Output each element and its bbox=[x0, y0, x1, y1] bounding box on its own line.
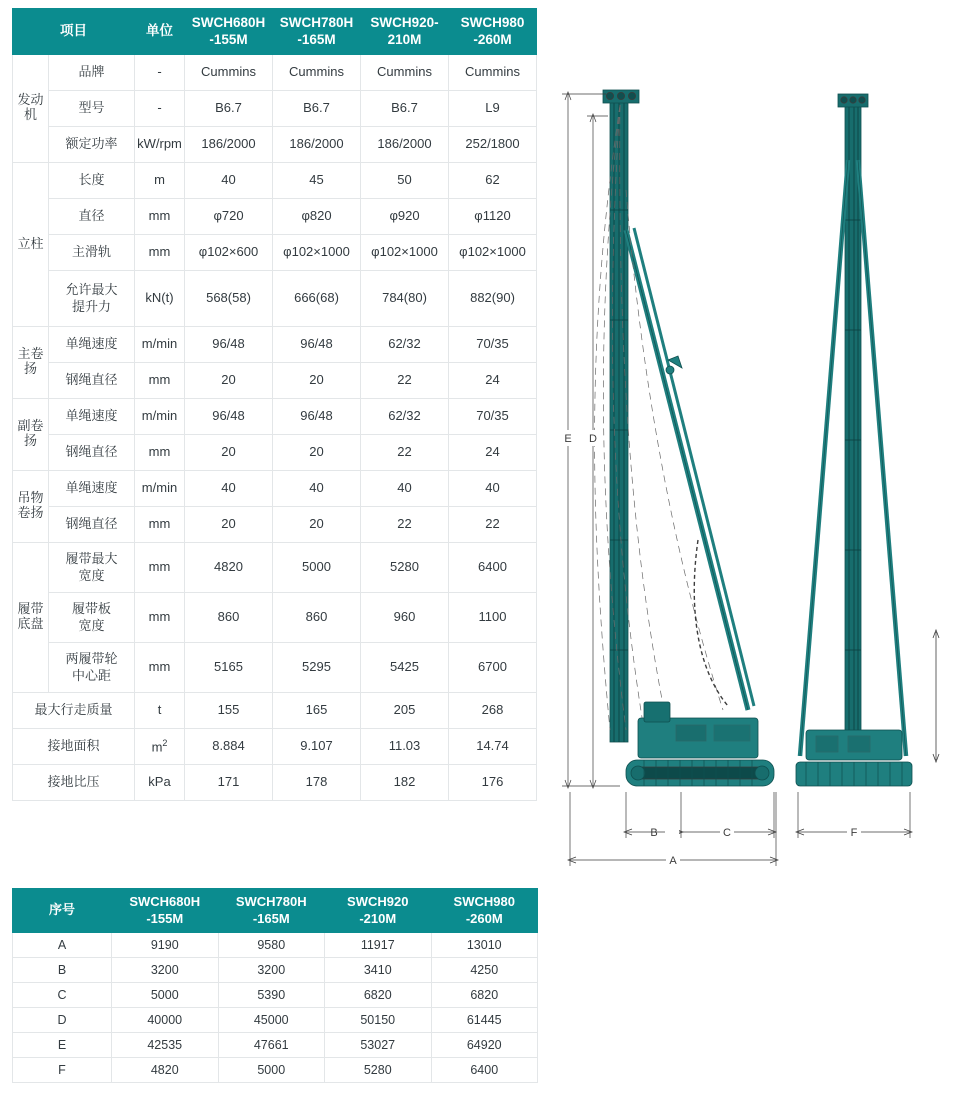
row-unit: t bbox=[135, 693, 185, 729]
row-value: B6.7 bbox=[185, 91, 273, 127]
table-row bbox=[13, 163, 537, 199]
spec-table-body bbox=[13, 55, 537, 801]
row-value: 24 bbox=[449, 363, 537, 399]
row-value: 860 bbox=[273, 593, 361, 643]
row-item-label: 单绳速度 bbox=[49, 327, 135, 363]
table-row bbox=[13, 1033, 538, 1058]
row-unit: mm bbox=[135, 363, 185, 399]
dim-label-A: A bbox=[669, 855, 677, 867]
row-value: 9.107 bbox=[273, 729, 361, 765]
table-row bbox=[13, 235, 537, 271]
dim-header-index: 序号 bbox=[13, 889, 112, 933]
row-value: L9 bbox=[449, 91, 537, 127]
dimension-table-body bbox=[13, 933, 538, 1083]
row-value: 22 bbox=[449, 507, 537, 543]
row-value: 178 bbox=[273, 765, 361, 801]
row-value: 11.03 bbox=[361, 729, 449, 765]
dim-row-value: 64920 bbox=[431, 1033, 538, 1058]
dim-row-label: A bbox=[13, 933, 112, 958]
row-item-label: 直径 bbox=[49, 199, 135, 235]
group-label-engine: 发动机 bbox=[13, 55, 49, 163]
row-value: φ1120 bbox=[449, 199, 537, 235]
row-value: 5165 bbox=[185, 643, 273, 693]
dim-row-value: 11917 bbox=[325, 933, 432, 958]
row-value: 62/32 bbox=[361, 399, 449, 435]
row-item-label: 钢绳直径 bbox=[49, 435, 135, 471]
spec-header-model-1: SWCH680H -155M bbox=[185, 9, 273, 55]
row-value: 96/48 bbox=[273, 399, 361, 435]
row-value: 568(58) bbox=[185, 271, 273, 327]
row-value: 186/2000 bbox=[185, 127, 273, 163]
dim-row-value: 9580 bbox=[218, 933, 325, 958]
row-value: 8.884 bbox=[185, 729, 273, 765]
row-item-label: 额定功率 bbox=[49, 127, 135, 163]
row-value: 20 bbox=[273, 363, 361, 399]
table-row bbox=[13, 507, 537, 543]
spec-header-item: 项目 bbox=[13, 9, 135, 55]
row-value: 4820 bbox=[185, 543, 273, 593]
row-value: Cummins bbox=[361, 55, 449, 91]
group-label-crawler: 履带底盘 bbox=[13, 543, 49, 693]
row-value: 20 bbox=[185, 363, 273, 399]
dim-row-value: 6820 bbox=[431, 983, 538, 1008]
row-value: 96/48 bbox=[185, 399, 273, 435]
table-row bbox=[13, 958, 538, 983]
row-value: φ102×1000 bbox=[273, 235, 361, 271]
row-item-label: 单绳速度 bbox=[49, 399, 135, 435]
table-row bbox=[13, 91, 537, 127]
row-value: 882(90) bbox=[449, 271, 537, 327]
dim-row-label: B bbox=[13, 958, 112, 983]
row-value: 40 bbox=[185, 163, 273, 199]
row-value: 155 bbox=[185, 693, 273, 729]
row-value: 62/32 bbox=[361, 327, 449, 363]
row-value: 20 bbox=[185, 435, 273, 471]
row-item-label: 接地比压 bbox=[13, 765, 135, 801]
row-value: 182 bbox=[361, 765, 449, 801]
row-value: 20 bbox=[273, 435, 361, 471]
dim-row-value: 47661 bbox=[218, 1033, 325, 1058]
dimension-table bbox=[12, 888, 538, 1083]
dim-row-value: 13010 bbox=[431, 933, 538, 958]
dim-row-value: 3410 bbox=[325, 958, 432, 983]
table-row bbox=[13, 729, 537, 765]
dimension-header-row bbox=[13, 889, 538, 933]
row-value: 6700 bbox=[449, 643, 537, 693]
row-value: 784(80) bbox=[361, 271, 449, 327]
dim-row-value: 5000 bbox=[112, 983, 219, 1008]
row-value: 40 bbox=[185, 471, 273, 507]
row-value: 40 bbox=[273, 471, 361, 507]
table-row bbox=[13, 765, 537, 801]
dim-row-value: 9190 bbox=[112, 933, 219, 958]
mast-side bbox=[603, 90, 639, 742]
group-label-main-winch: 主卷扬 bbox=[13, 327, 49, 399]
spec-header-row bbox=[13, 9, 537, 55]
row-value: φ720 bbox=[185, 199, 273, 235]
dim-row-value: 5000 bbox=[218, 1058, 325, 1083]
row-value: 70/35 bbox=[449, 399, 537, 435]
row-value: 268 bbox=[449, 693, 537, 729]
table-row bbox=[13, 471, 537, 507]
dim-row-value: 3200 bbox=[218, 958, 325, 983]
row-item-label: 两履带轮 中心距 bbox=[49, 643, 135, 693]
dim-row-label: F bbox=[13, 1058, 112, 1083]
table-row bbox=[13, 933, 538, 958]
row-item-label: 接地面积 bbox=[13, 729, 135, 765]
row-value: 1100 bbox=[449, 593, 537, 643]
row-unit: mm bbox=[135, 235, 185, 271]
specification-table-container bbox=[12, 8, 537, 801]
row-item-label: 履带板 宽度 bbox=[49, 593, 135, 643]
dim-row-value: 6820 bbox=[325, 983, 432, 1008]
table-row bbox=[13, 55, 537, 91]
dim-row-label: C bbox=[13, 983, 112, 1008]
dim-row-value: 45000 bbox=[218, 1008, 325, 1033]
row-value: 14.74 bbox=[449, 729, 537, 765]
spec-table-head bbox=[13, 9, 537, 55]
dim-row-value: 6400 bbox=[431, 1058, 538, 1083]
row-unit: m/min bbox=[135, 399, 185, 435]
side-view-drill-rig bbox=[595, 90, 774, 786]
dim-label-D: D bbox=[589, 433, 597, 445]
row-unit: mm bbox=[135, 199, 185, 235]
dim-label-C: C bbox=[723, 827, 731, 839]
row-unit: kW/rpm bbox=[135, 127, 185, 163]
row-value: 186/2000 bbox=[273, 127, 361, 163]
row-value: 62 bbox=[449, 163, 537, 199]
dim-row-value: 3200 bbox=[112, 958, 219, 983]
row-item-label: 允许最大 提升力 bbox=[49, 271, 135, 327]
row-value: Cummins bbox=[185, 55, 273, 91]
row-unit: mm bbox=[135, 593, 185, 643]
row-value: 22 bbox=[361, 435, 449, 471]
table-row bbox=[13, 593, 537, 643]
dim-row-value: 4820 bbox=[112, 1058, 219, 1083]
row-unit: mm bbox=[135, 643, 185, 693]
row-value: φ820 bbox=[273, 199, 361, 235]
row-value: 5425 bbox=[361, 643, 449, 693]
table-row bbox=[13, 1058, 538, 1083]
row-value: φ102×600 bbox=[185, 235, 273, 271]
row-unit: m/min bbox=[135, 327, 185, 363]
table-row bbox=[13, 435, 537, 471]
row-value: 70/35 bbox=[449, 327, 537, 363]
row-value: Cummins bbox=[273, 55, 361, 91]
dimension-table-head bbox=[13, 889, 538, 933]
dim-header-model-3: SWCH920 -210M bbox=[325, 889, 432, 933]
front-view-drill-rig bbox=[796, 94, 939, 838]
row-value: 176 bbox=[449, 765, 537, 801]
dim-label-B: B bbox=[650, 827, 658, 839]
row-value: 22 bbox=[361, 507, 449, 543]
dim-row-value: 4250 bbox=[431, 958, 538, 983]
row-unit: m/min bbox=[135, 471, 185, 507]
row-value: Cummins bbox=[449, 55, 537, 91]
dim-row-value: 42535 bbox=[112, 1033, 219, 1058]
dim-row-value: 5280 bbox=[325, 1058, 432, 1083]
row-item-label: 型号 bbox=[49, 91, 135, 127]
group-label-mast: 立柱 bbox=[13, 163, 49, 327]
row-value: 960 bbox=[361, 593, 449, 643]
row-value: 40 bbox=[449, 471, 537, 507]
row-unit: mm bbox=[135, 435, 185, 471]
crawler-undercarriage bbox=[626, 760, 774, 786]
row-value: 165 bbox=[273, 693, 361, 729]
row-value: 5280 bbox=[361, 543, 449, 593]
dim-row-value: 5390 bbox=[218, 983, 325, 1008]
dim-row-label: D bbox=[13, 1008, 112, 1033]
dim-header-model-2: SWCH780H -165M bbox=[218, 889, 325, 933]
row-value: 96/48 bbox=[273, 327, 361, 363]
row-unit: - bbox=[135, 55, 185, 91]
row-value: φ920 bbox=[361, 199, 449, 235]
row-unit: mm bbox=[135, 543, 185, 593]
row-unit: kPa bbox=[135, 765, 185, 801]
table-row bbox=[13, 327, 537, 363]
table-row bbox=[13, 1008, 538, 1033]
row-item-label: 单绳速度 bbox=[49, 471, 135, 507]
row-value: 96/48 bbox=[185, 327, 273, 363]
row-item-label: 履带最大 宽度 bbox=[49, 543, 135, 593]
row-unit: $m^2$ bbox=[135, 729, 185, 765]
table-row bbox=[13, 983, 538, 1008]
dim-row-label: E bbox=[13, 1033, 112, 1058]
row-value: 186/2000 bbox=[361, 127, 449, 163]
dimension-table-container bbox=[12, 888, 537, 1083]
row-unit: mm bbox=[135, 507, 185, 543]
table-row bbox=[13, 693, 537, 729]
row-unit: - bbox=[135, 91, 185, 127]
spec-header-model-3: SWCH920- 210M bbox=[361, 9, 449, 55]
machine-drawing bbox=[548, 70, 948, 880]
row-value: 252/1800 bbox=[449, 127, 537, 163]
row-unit: kN(t) bbox=[135, 271, 185, 327]
dim-row-value: 50150 bbox=[325, 1008, 432, 1033]
row-value: 20 bbox=[273, 507, 361, 543]
table-row bbox=[13, 543, 537, 593]
row-item-label: 钢绳直径 bbox=[49, 363, 135, 399]
row-value: 205 bbox=[361, 693, 449, 729]
group-label-lifting-winch: 吊物卷扬 bbox=[13, 471, 49, 543]
table-row bbox=[13, 271, 537, 327]
dim-row-value: 40000 bbox=[112, 1008, 219, 1033]
upper-structure bbox=[638, 702, 758, 758]
table-row bbox=[13, 399, 537, 435]
spec-header-model-2: SWCH780H -165M bbox=[273, 9, 361, 55]
spec-header-model-4: SWCH980 -260M bbox=[449, 9, 537, 55]
row-value: 5295 bbox=[273, 643, 361, 693]
dim-header-model-4: SWCH980 -260M bbox=[431, 889, 538, 933]
row-value: 40 bbox=[361, 471, 449, 507]
row-value: 860 bbox=[185, 593, 273, 643]
dim-row-value: 53027 bbox=[325, 1033, 432, 1058]
row-item-label: 最大行走质量 bbox=[13, 693, 135, 729]
row-value: 22 bbox=[361, 363, 449, 399]
row-value: 171 bbox=[185, 765, 273, 801]
row-unit: m bbox=[135, 163, 185, 199]
mast-support-strut bbox=[626, 228, 754, 710]
row-item-label: 钢绳直径 bbox=[49, 507, 135, 543]
dim-label-E: E bbox=[564, 433, 572, 445]
row-item-label: 主滑轨 bbox=[49, 235, 135, 271]
row-item-label: 长度 bbox=[49, 163, 135, 199]
row-value: 24 bbox=[449, 435, 537, 471]
dim-label-F: F bbox=[850, 827, 858, 839]
table-row bbox=[13, 199, 537, 235]
row-value: 20 bbox=[185, 507, 273, 543]
table-row bbox=[13, 127, 537, 163]
specification-table bbox=[12, 8, 537, 801]
dim-header-model-1: SWCH680H -155M bbox=[112, 889, 219, 933]
row-value: 50 bbox=[361, 163, 449, 199]
row-item-label: 品牌 bbox=[49, 55, 135, 91]
dim-row-value: 61445 bbox=[431, 1008, 538, 1033]
group-label-aux-winch: 副卷扬 bbox=[13, 399, 49, 471]
row-value: 5000 bbox=[273, 543, 361, 593]
table-row bbox=[13, 643, 537, 693]
spec-header-unit: 单位 bbox=[135, 9, 185, 55]
row-value: 6400 bbox=[449, 543, 537, 593]
row-value: B6.7 bbox=[273, 91, 361, 127]
table-row bbox=[13, 363, 537, 399]
row-value: B6.7 bbox=[361, 91, 449, 127]
row-value: φ102×1000 bbox=[361, 235, 449, 271]
row-value: 666(68) bbox=[273, 271, 361, 327]
row-value: 45 bbox=[273, 163, 361, 199]
row-value: φ102×1000 bbox=[449, 235, 537, 271]
